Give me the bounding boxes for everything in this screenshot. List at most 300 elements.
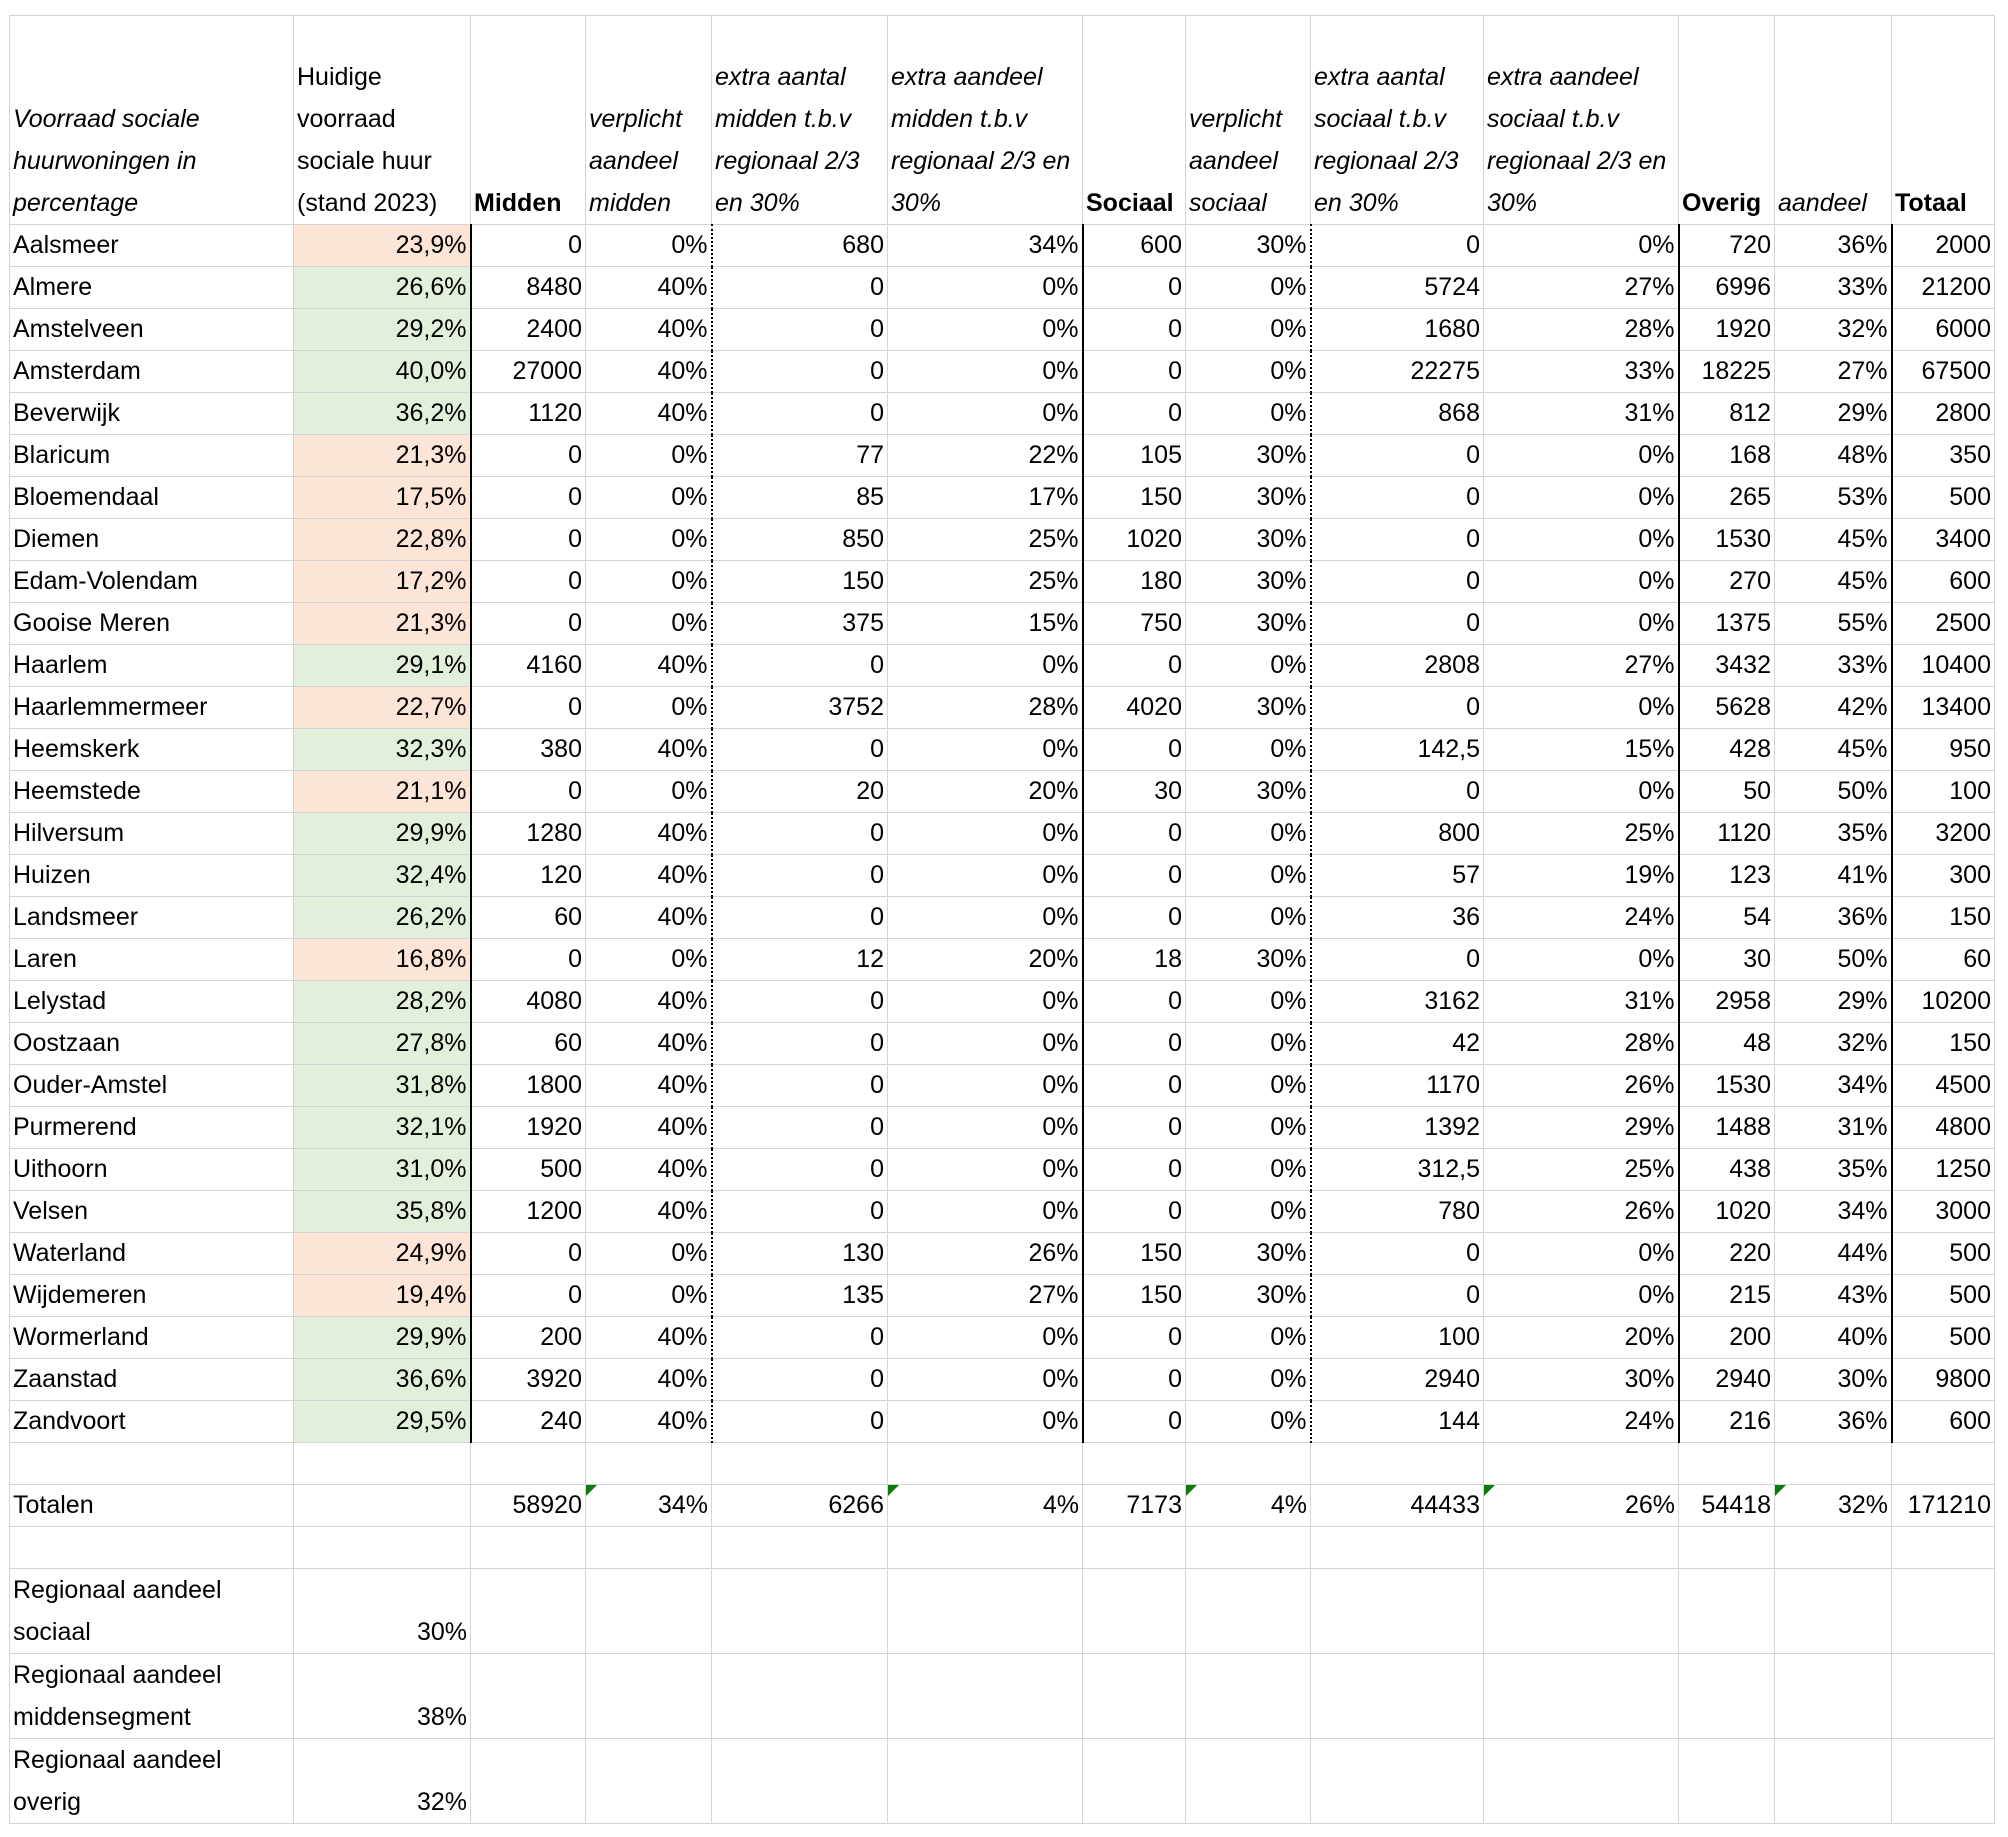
cell-overig[interactable]: 18225 xyxy=(1679,351,1775,393)
cell-verplicht-aandeel-sociaal[interactable]: 0% xyxy=(1186,1359,1311,1401)
empty-cell[interactable] xyxy=(1892,1569,1995,1654)
cell-extra-aantal-midden[interactable]: 85 xyxy=(712,477,888,519)
cell-overig[interactable]: 265 xyxy=(1679,477,1775,519)
cell-extra-aandeel-sociaal[interactable]: 15% xyxy=(1484,729,1679,771)
cell-totaal[interactable]: 4500 xyxy=(1892,1065,1995,1107)
cell-aandeel-overig[interactable]: 36% xyxy=(1775,1401,1892,1443)
empty-cell[interactable] xyxy=(712,1443,888,1485)
cell-sociaal[interactable]: 0 xyxy=(1083,1107,1186,1149)
cell-extra-aantal-midden[interactable]: 0 xyxy=(712,1149,888,1191)
cell-extra-aantal-sociaal[interactable]: 144 xyxy=(1311,1401,1484,1443)
cell-sociaal[interactable]: 0 xyxy=(1083,981,1186,1023)
header-aandeel-overig[interactable]: aandeel xyxy=(1775,16,1892,225)
cell-verplicht-aandeel-midden[interactable]: 0% xyxy=(586,687,712,729)
cell-extra-aantal-sociaal[interactable]: 1392 xyxy=(1311,1107,1484,1149)
cell-aandeel-overig[interactable]: 32% xyxy=(1775,309,1892,351)
cell-verplicht-aandeel-sociaal[interactable]: 30% xyxy=(1186,1233,1311,1275)
cell-overig[interactable]: 270 xyxy=(1679,561,1775,603)
cell-extra-aandeel-midden[interactable]: 0% xyxy=(888,1107,1083,1149)
cell-extra-aantal-midden[interactable]: 0 xyxy=(712,1065,888,1107)
cell-totaal[interactable]: 2800 xyxy=(1892,393,1995,435)
cell-extra-aantal-midden[interactable]: 135 xyxy=(712,1275,888,1317)
cell-extra-aantal-sociaal[interactable]: 0 xyxy=(1311,435,1484,477)
cell-verplicht-aandeel-midden[interactable]: 40% xyxy=(586,1149,712,1191)
cell-midden[interactable]: 27000 xyxy=(471,351,586,393)
empty-cell[interactable] xyxy=(1775,1739,1892,1824)
cell-aandeel-overig[interactable]: 35% xyxy=(1775,813,1892,855)
cell-extra-aandeel-midden[interactable]: 0% xyxy=(888,1065,1083,1107)
header-overig[interactable]: Overig xyxy=(1679,16,1775,225)
cell-extra-aantal-sociaal[interactable]: 57 xyxy=(1311,855,1484,897)
cell-extra-aandeel-midden[interactable]: 0% xyxy=(888,897,1083,939)
cell-extra-aandeel-midden[interactable]: 0% xyxy=(888,1317,1083,1359)
empty-cell[interactable] xyxy=(471,1443,586,1485)
cell-aandeel-overig[interactable]: 42% xyxy=(1775,687,1892,729)
header-verplicht-aandeel-midden[interactable]: verplicht aandeel midden xyxy=(586,16,712,225)
cell-extra-aandeel-midden[interactable]: 0% xyxy=(888,981,1083,1023)
cell-overig[interactable]: 30 xyxy=(1679,939,1775,981)
cell-extra-aantal-sociaal[interactable]: 780 xyxy=(1311,1191,1484,1233)
cell-gemeente[interactable]: Haarlem xyxy=(10,645,294,687)
cell-midden[interactable]: 60 xyxy=(471,1023,586,1065)
cell-huidige-voorraad[interactable]: 36,2% xyxy=(294,393,471,435)
total-verplicht-aandeel-midden[interactable]: 34% xyxy=(586,1485,712,1527)
total-aandeel-overig[interactable]: 32% xyxy=(1775,1485,1892,1527)
cell-extra-aantal-midden[interactable]: 0 xyxy=(712,1107,888,1149)
cell-gemeente[interactable]: Aalsmeer xyxy=(10,225,294,267)
cell-extra-aandeel-sociaal[interactable]: 0% xyxy=(1484,603,1679,645)
empty-cell[interactable] xyxy=(888,1739,1083,1824)
cell-huidige-voorraad[interactable]: 22,8% xyxy=(294,519,471,561)
cell-extra-aantal-midden[interactable]: 12 xyxy=(712,939,888,981)
cell-verplicht-aandeel-midden[interactable]: 0% xyxy=(586,225,712,267)
cell-sociaal[interactable]: 0 xyxy=(1083,309,1186,351)
cell-totaal[interactable]: 3400 xyxy=(1892,519,1995,561)
empty-cell[interactable] xyxy=(1186,1654,1311,1739)
cell-totaal[interactable]: 3200 xyxy=(1892,813,1995,855)
cell-verplicht-aandeel-midden[interactable]: 40% xyxy=(586,351,712,393)
cell-gemeente[interactable]: Uithoorn xyxy=(10,1149,294,1191)
cell-totaal[interactable]: 67500 xyxy=(1892,351,1995,393)
cell-midden[interactable]: 4080 xyxy=(471,981,586,1023)
empty-cell[interactable] xyxy=(1679,1739,1775,1824)
cell-gemeente[interactable]: Amstelveen xyxy=(10,309,294,351)
header-totaal[interactable]: Totaal xyxy=(1892,16,1995,225)
total-verplicht-aandeel-sociaal[interactable]: 4% xyxy=(1186,1485,1311,1527)
cell-sociaal[interactable]: 0 xyxy=(1083,1065,1186,1107)
cell-overig[interactable]: 1530 xyxy=(1679,519,1775,561)
cell-extra-aandeel-sociaal[interactable]: 20% xyxy=(1484,1317,1679,1359)
cell-overig[interactable]: 2958 xyxy=(1679,981,1775,1023)
empty-cell[interactable] xyxy=(10,1527,294,1569)
cell-aandeel-overig[interactable]: 27% xyxy=(1775,351,1892,393)
cell-sociaal[interactable]: 0 xyxy=(1083,1149,1186,1191)
cell-extra-aandeel-sociaal[interactable]: 31% xyxy=(1484,981,1679,1023)
cell-verplicht-aandeel-midden[interactable]: 40% xyxy=(586,1317,712,1359)
cell-extra-aantal-sociaal[interactable]: 0 xyxy=(1311,477,1484,519)
empty-cell[interactable] xyxy=(1484,1654,1679,1739)
cell-extra-aandeel-sociaal[interactable]: 0% xyxy=(1484,939,1679,981)
cell-huidige-voorraad[interactable]: 27,8% xyxy=(294,1023,471,1065)
cell-verplicht-aandeel-sociaal[interactable]: 0% xyxy=(1186,1149,1311,1191)
cell-huidige-voorraad[interactable]: 35,8% xyxy=(294,1191,471,1233)
cell-sociaal[interactable]: 0 xyxy=(1083,729,1186,771)
regional-label[interactable]: Regionaal aandeel middensegment xyxy=(10,1654,294,1739)
cell-huidige-voorraad[interactable]: 29,1% xyxy=(294,645,471,687)
cell-midden[interactable]: 1200 xyxy=(471,1191,586,1233)
cell-totaal[interactable]: 950 xyxy=(1892,729,1995,771)
cell-verplicht-aandeel-sociaal[interactable]: 30% xyxy=(1186,477,1311,519)
total-overig[interactable]: 54418 xyxy=(1679,1485,1775,1527)
cell-extra-aantal-midden[interactable]: 0 xyxy=(712,813,888,855)
cell-verplicht-aandeel-midden[interactable]: 0% xyxy=(586,519,712,561)
cell-sociaal[interactable]: 0 xyxy=(1083,267,1186,309)
cell-gemeente[interactable]: Zandvoort xyxy=(10,1401,294,1443)
empty-cell[interactable] xyxy=(586,1569,712,1654)
cell-extra-aandeel-midden[interactable]: 0% xyxy=(888,1023,1083,1065)
empty-cell[interactable] xyxy=(1083,1739,1186,1824)
cell-totaal[interactable]: 3000 xyxy=(1892,1191,1995,1233)
cell-extra-aandeel-sociaal[interactable]: 0% xyxy=(1484,771,1679,813)
cell-totaal[interactable]: 150 xyxy=(1892,897,1995,939)
cell-aandeel-overig[interactable]: 44% xyxy=(1775,1233,1892,1275)
cell-verplicht-aandeel-midden[interactable]: 40% xyxy=(586,1191,712,1233)
cell-extra-aandeel-midden[interactable]: 27% xyxy=(888,1275,1083,1317)
empty-cell[interactable] xyxy=(294,1527,471,1569)
cell-extra-aandeel-midden[interactable]: 0% xyxy=(888,1401,1083,1443)
cell-huidige-voorraad[interactable]: 19,4% xyxy=(294,1275,471,1317)
cell-overig[interactable]: 720 xyxy=(1679,225,1775,267)
cell-huidige-voorraad[interactable]: 23,9% xyxy=(294,225,471,267)
cell-aandeel-overig[interactable]: 53% xyxy=(1775,477,1892,519)
empty-cell[interactable] xyxy=(1083,1527,1186,1569)
cell-gemeente[interactable]: Bloemendaal xyxy=(10,477,294,519)
empty-cell[interactable] xyxy=(712,1654,888,1739)
cell-verplicht-aandeel-sociaal[interactable]: 0% xyxy=(1186,855,1311,897)
cell-extra-aandeel-midden[interactable]: 25% xyxy=(888,561,1083,603)
cell-midden[interactable]: 1800 xyxy=(471,1065,586,1107)
cell-sociaal[interactable]: 0 xyxy=(1083,1359,1186,1401)
cell-sociaal[interactable]: 180 xyxy=(1083,561,1186,603)
cell-huidige-voorraad[interactable]: 24,9% xyxy=(294,1233,471,1275)
cell-extra-aandeel-sociaal[interactable]: 27% xyxy=(1484,645,1679,687)
cell-extra-aandeel-sociaal[interactable]: 0% xyxy=(1484,1233,1679,1275)
cell-sociaal[interactable]: 750 xyxy=(1083,603,1186,645)
cell-extra-aantal-midden[interactable]: 680 xyxy=(712,225,888,267)
cell-sociaal[interactable]: 0 xyxy=(1083,1191,1186,1233)
header-sociaal[interactable]: Sociaal xyxy=(1083,16,1186,225)
cell-aandeel-overig[interactable]: 36% xyxy=(1775,897,1892,939)
cell-verplicht-aandeel-sociaal[interactable]: 0% xyxy=(1186,1107,1311,1149)
cell-extra-aandeel-midden[interactable]: 15% xyxy=(888,603,1083,645)
cell-overig[interactable]: 50 xyxy=(1679,771,1775,813)
cell-overig[interactable]: 1488 xyxy=(1679,1107,1775,1149)
total-midden[interactable]: 58920 xyxy=(471,1485,586,1527)
cell-extra-aantal-sociaal[interactable]: 312,5 xyxy=(1311,1149,1484,1191)
cell-gemeente[interactable]: Ouder-Amstel xyxy=(10,1065,294,1107)
header-huidige-voorraad[interactable]: Huidige voorraad sociale huur (stand 2023) xyxy=(294,16,471,225)
cell-verplicht-aandeel-midden[interactable]: 40% xyxy=(586,1023,712,1065)
cell-extra-aantal-midden[interactable]: 0 xyxy=(712,897,888,939)
empty-cell[interactable] xyxy=(1484,1443,1679,1485)
cell-aandeel-overig[interactable]: 40% xyxy=(1775,1317,1892,1359)
cell-sociaal[interactable]: 4020 xyxy=(1083,687,1186,729)
cell-aandeel-overig[interactable]: 36% xyxy=(1775,225,1892,267)
cell-totaal[interactable]: 600 xyxy=(1892,1401,1995,1443)
total-extra-aandeel-sociaal[interactable]: 26% xyxy=(1484,1485,1679,1527)
empty-cell[interactable] xyxy=(1892,1527,1995,1569)
empty-cell[interactable] xyxy=(712,1569,888,1654)
cell-extra-aantal-midden[interactable]: 0 xyxy=(712,351,888,393)
cell-totaal[interactable]: 500 xyxy=(1892,1317,1995,1359)
cell-extra-aandeel-midden[interactable]: 0% xyxy=(888,813,1083,855)
cell-huidige-voorraad[interactable]: 21,3% xyxy=(294,603,471,645)
cell-verplicht-aandeel-sociaal[interactable]: 0% xyxy=(1186,981,1311,1023)
empty-cell[interactable] xyxy=(1311,1739,1484,1824)
cell-verplicht-aandeel-sociaal[interactable]: 0% xyxy=(1186,729,1311,771)
empty-cell[interactable] xyxy=(1186,1443,1311,1485)
cell-extra-aantal-midden[interactable]: 3752 xyxy=(712,687,888,729)
cell-sociaal[interactable]: 150 xyxy=(1083,1233,1186,1275)
cell-huidige-voorraad[interactable]: 31,8% xyxy=(294,1065,471,1107)
cell-totaal[interactable]: 300 xyxy=(1892,855,1995,897)
cell-extra-aandeel-midden[interactable]: 28% xyxy=(888,687,1083,729)
empty-cell[interactable] xyxy=(1775,1654,1892,1739)
empty-cell[interactable] xyxy=(888,1443,1083,1485)
cell-overig[interactable]: 428 xyxy=(1679,729,1775,771)
cell-verplicht-aandeel-midden[interactable]: 40% xyxy=(586,981,712,1023)
cell-sociaal[interactable]: 0 xyxy=(1083,855,1186,897)
cell-huidige-voorraad[interactable]: 17,2% xyxy=(294,561,471,603)
cell-extra-aandeel-sociaal[interactable]: 28% xyxy=(1484,309,1679,351)
cell-aandeel-overig[interactable]: 35% xyxy=(1775,1149,1892,1191)
cell-verplicht-aandeel-midden[interactable]: 40% xyxy=(586,855,712,897)
cell-midden[interactable]: 0 xyxy=(471,477,586,519)
cell-overig[interactable]: 1530 xyxy=(1679,1065,1775,1107)
cell-huidige-voorraad[interactable]: 21,3% xyxy=(294,435,471,477)
cell-verplicht-aandeel-sociaal[interactable]: 30% xyxy=(1186,225,1311,267)
cell-totaal[interactable]: 100 xyxy=(1892,771,1995,813)
cell-extra-aantal-sociaal[interactable]: 800 xyxy=(1311,813,1484,855)
empty-cell[interactable] xyxy=(1311,1527,1484,1569)
cell-aandeel-overig[interactable]: 32% xyxy=(1775,1023,1892,1065)
cell-extra-aandeel-midden[interactable]: 0% xyxy=(888,267,1083,309)
cell-extra-aantal-midden[interactable]: 0 xyxy=(712,1191,888,1233)
cell-extra-aandeel-sociaal[interactable]: 26% xyxy=(1484,1191,1679,1233)
cell-extra-aandeel-sociaal[interactable]: 29% xyxy=(1484,1107,1679,1149)
cell-totaal[interactable]: 500 xyxy=(1892,1233,1995,1275)
cell-verplicht-aandeel-midden[interactable]: 40% xyxy=(586,813,712,855)
cell-gemeente[interactable]: Heemskerk xyxy=(10,729,294,771)
cell-extra-aantal-midden[interactable]: 77 xyxy=(712,435,888,477)
empty-cell[interactable] xyxy=(471,1569,586,1654)
cell-extra-aantal-sociaal[interactable]: 0 xyxy=(1311,561,1484,603)
cell-verplicht-aandeel-midden[interactable]: 0% xyxy=(586,561,712,603)
cell-sociaal[interactable]: 150 xyxy=(1083,1275,1186,1317)
cell-extra-aandeel-sociaal[interactable]: 31% xyxy=(1484,393,1679,435)
cell-gemeente[interactable]: Blaricum xyxy=(10,435,294,477)
cell-extra-aantal-sociaal[interactable]: 0 xyxy=(1311,771,1484,813)
cell-extra-aandeel-midden[interactable]: 0% xyxy=(888,309,1083,351)
cell-gemeente[interactable]: Purmerend xyxy=(10,1107,294,1149)
cell-sociaal[interactable]: 18 xyxy=(1083,939,1186,981)
empty-cell[interactable] xyxy=(1484,1527,1679,1569)
regional-label[interactable]: Regionaal aandeel sociaal xyxy=(10,1569,294,1654)
cell-totaal[interactable]: 500 xyxy=(1892,1275,1995,1317)
cell-midden[interactable]: 0 xyxy=(471,771,586,813)
cell-extra-aandeel-midden[interactable]: 0% xyxy=(888,729,1083,771)
cell-extra-aandeel-midden[interactable]: 0% xyxy=(888,1191,1083,1233)
empty-cell[interactable] xyxy=(1186,1739,1311,1824)
cell-verplicht-aandeel-midden[interactable]: 40% xyxy=(586,1065,712,1107)
cell-huidige-voorraad[interactable]: 31,0% xyxy=(294,1149,471,1191)
cell-extra-aantal-sociaal[interactable]: 2808 xyxy=(1311,645,1484,687)
empty-cell[interactable] xyxy=(1679,1654,1775,1739)
cell-totaal[interactable]: 21200 xyxy=(1892,267,1995,309)
cell-aandeel-overig[interactable]: 34% xyxy=(1775,1191,1892,1233)
cell-verplicht-aandeel-sociaal[interactable]: 30% xyxy=(1186,687,1311,729)
cell-gemeente[interactable]: Velsen xyxy=(10,1191,294,1233)
cell-verplicht-aandeel-midden[interactable]: 0% xyxy=(586,1275,712,1317)
cell-gemeente[interactable]: Oostzaan xyxy=(10,1023,294,1065)
empty-cell[interactable] xyxy=(712,1527,888,1569)
cell-overig[interactable]: 2940 xyxy=(1679,1359,1775,1401)
cell-midden[interactable]: 200 xyxy=(471,1317,586,1359)
empty-cell[interactable] xyxy=(1186,1527,1311,1569)
cell-midden[interactable]: 1920 xyxy=(471,1107,586,1149)
cell-verplicht-aandeel-sociaal[interactable]: 30% xyxy=(1186,519,1311,561)
cell-extra-aandeel-sociaal[interactable]: 0% xyxy=(1484,687,1679,729)
cell-verplicht-aandeel-sociaal[interactable]: 0% xyxy=(1186,351,1311,393)
cell-extra-aandeel-sociaal[interactable]: 0% xyxy=(1484,1275,1679,1317)
cell-overig[interactable]: 1020 xyxy=(1679,1191,1775,1233)
cell-extra-aantal-midden[interactable]: 0 xyxy=(712,645,888,687)
cell-extra-aantal-sociaal[interactable]: 0 xyxy=(1311,687,1484,729)
cell-totaal[interactable]: 4800 xyxy=(1892,1107,1995,1149)
cell-totaal[interactable]: 9800 xyxy=(1892,1359,1995,1401)
cell-sociaal[interactable]: 0 xyxy=(1083,813,1186,855)
cell-totaal[interactable]: 150 xyxy=(1892,1023,1995,1065)
cell-extra-aandeel-sociaal[interactable]: 0% xyxy=(1484,519,1679,561)
cell-midden[interactable]: 0 xyxy=(471,1275,586,1317)
cell-aandeel-overig[interactable]: 31% xyxy=(1775,1107,1892,1149)
cell-gemeente[interactable]: Beverwijk xyxy=(10,393,294,435)
cell-midden[interactable]: 1120 xyxy=(471,393,586,435)
cell-verplicht-aandeel-midden[interactable]: 40% xyxy=(586,1107,712,1149)
cell-extra-aantal-sociaal[interactable]: 42 xyxy=(1311,1023,1484,1065)
cell-aandeel-overig[interactable]: 45% xyxy=(1775,561,1892,603)
cell-gemeente[interactable]: Wormerland xyxy=(10,1317,294,1359)
empty-cell[interactable] xyxy=(586,1443,712,1485)
cell-aandeel-overig[interactable]: 29% xyxy=(1775,981,1892,1023)
cell-verplicht-aandeel-midden[interactable]: 40% xyxy=(586,267,712,309)
cell-totaal[interactable]: 500 xyxy=(1892,477,1995,519)
cell-huidige-voorraad[interactable]: 32,1% xyxy=(294,1107,471,1149)
cell-gemeente[interactable]: Laren xyxy=(10,939,294,981)
cell-verplicht-aandeel-sociaal[interactable]: 0% xyxy=(1186,1191,1311,1233)
cell-verplicht-aandeel-midden[interactable]: 40% xyxy=(586,309,712,351)
cell-verplicht-aandeel-sociaal[interactable]: 30% xyxy=(1186,771,1311,813)
cell-huidige-voorraad[interactable]: 32,4% xyxy=(294,855,471,897)
cell-extra-aandeel-sociaal[interactable]: 25% xyxy=(1484,1149,1679,1191)
cell-extra-aandeel-sociaal[interactable]: 19% xyxy=(1484,855,1679,897)
cell-extra-aantal-sociaal[interactable]: 5724 xyxy=(1311,267,1484,309)
cell-huidige-voorraad[interactable]: 32,3% xyxy=(294,729,471,771)
empty-cell[interactable] xyxy=(1679,1443,1775,1485)
cell-verplicht-aandeel-sociaal[interactable]: 30% xyxy=(1186,939,1311,981)
cell-gemeente[interactable]: Gooise Meren xyxy=(10,603,294,645)
cell-midden[interactable]: 380 xyxy=(471,729,586,771)
cell-midden[interactable]: 2400 xyxy=(471,309,586,351)
cell-extra-aantal-midden[interactable]: 0 xyxy=(712,309,888,351)
cell-gemeente[interactable]: Zaanstad xyxy=(10,1359,294,1401)
cell-verplicht-aandeel-sociaal[interactable]: 0% xyxy=(1186,393,1311,435)
header-extra-aantal-sociaal[interactable]: extra aantal sociaal t.b.v regionaal 2/3 en 30% xyxy=(1311,16,1484,225)
cell-extra-aandeel-sociaal[interactable]: 0% xyxy=(1484,435,1679,477)
empty-cell[interactable] xyxy=(1186,1569,1311,1654)
cell-verplicht-aandeel-midden[interactable]: 40% xyxy=(586,1359,712,1401)
empty-cell[interactable] xyxy=(1311,1569,1484,1654)
cell-overig[interactable]: 216 xyxy=(1679,1401,1775,1443)
cell-gemeente[interactable]: Edam-Volendam xyxy=(10,561,294,603)
cell-huidige-voorraad[interactable]: 26,2% xyxy=(294,897,471,939)
cell-extra-aantal-sociaal[interactable]: 142,5 xyxy=(1311,729,1484,771)
cell-extra-aantal-midden[interactable]: 0 xyxy=(712,1317,888,1359)
cell-extra-aantal-midden[interactable]: 20 xyxy=(712,771,888,813)
cell-totaal[interactable]: 1250 xyxy=(1892,1149,1995,1191)
cell-gemeente[interactable]: Waterland xyxy=(10,1233,294,1275)
cell-sociaal[interactable]: 1020 xyxy=(1083,519,1186,561)
cell-extra-aandeel-midden[interactable]: 0% xyxy=(888,393,1083,435)
cell-extra-aandeel-sociaal[interactable]: 0% xyxy=(1484,561,1679,603)
cell-huidige-voorraad[interactable]: 17,5% xyxy=(294,477,471,519)
cell-extra-aantal-sociaal[interactable]: 0 xyxy=(1311,1275,1484,1317)
cell-extra-aandeel-midden[interactable]: 22% xyxy=(888,435,1083,477)
cell-overig[interactable]: 1375 xyxy=(1679,603,1775,645)
cell-huidige-voorraad[interactable]: 28,2% xyxy=(294,981,471,1023)
cell-huidige-voorraad[interactable]: 22,7% xyxy=(294,687,471,729)
empty-cell[interactable] xyxy=(888,1569,1083,1654)
cell-extra-aantal-sociaal[interactable]: 0 xyxy=(1311,519,1484,561)
header-gemeente[interactable]: Voorraad sociale huurwoningen in percentage xyxy=(10,16,294,225)
cell-verplicht-aandeel-sociaal[interactable]: 0% xyxy=(1186,1401,1311,1443)
empty-cell[interactable] xyxy=(1484,1569,1679,1654)
cell-midden[interactable]: 60 xyxy=(471,897,586,939)
cell-sociaal[interactable]: 0 xyxy=(1083,897,1186,939)
empty-cell[interactable] xyxy=(1083,1654,1186,1739)
empty-cell[interactable] xyxy=(294,1443,471,1485)
cell-huidige-voorraad[interactable]: 40,0% xyxy=(294,351,471,393)
cell-gemeente[interactable]: Wijdemeren xyxy=(10,1275,294,1317)
cell-verplicht-aandeel-midden[interactable]: 0% xyxy=(586,477,712,519)
total-huidige-voorraad[interactable] xyxy=(294,1485,471,1527)
cell-aandeel-overig[interactable]: 45% xyxy=(1775,729,1892,771)
cell-extra-aandeel-sociaal[interactable]: 24% xyxy=(1484,897,1679,939)
cell-midden[interactable]: 0 xyxy=(471,939,586,981)
cell-huidige-voorraad[interactable]: 29,5% xyxy=(294,1401,471,1443)
cell-gemeente[interactable]: Amsterdam xyxy=(10,351,294,393)
cell-aandeel-overig[interactable]: 45% xyxy=(1775,519,1892,561)
cell-extra-aandeel-sociaal[interactable]: 33% xyxy=(1484,351,1679,393)
header-extra-aandeel-midden[interactable]: extra aandeel midden t.b.v regionaal 2/3 en 30% xyxy=(888,16,1083,225)
total-gemeente[interactable]: Totalen xyxy=(10,1485,294,1527)
cell-verplicht-aandeel-midden[interactable]: 40% xyxy=(586,729,712,771)
regional-value[interactable]: 30% xyxy=(294,1569,471,1654)
cell-extra-aandeel-sociaal[interactable]: 24% xyxy=(1484,1401,1679,1443)
cell-huidige-voorraad[interactable]: 26,6% xyxy=(294,267,471,309)
cell-aandeel-overig[interactable]: 29% xyxy=(1775,393,1892,435)
cell-extra-aantal-midden[interactable]: 0 xyxy=(712,1359,888,1401)
